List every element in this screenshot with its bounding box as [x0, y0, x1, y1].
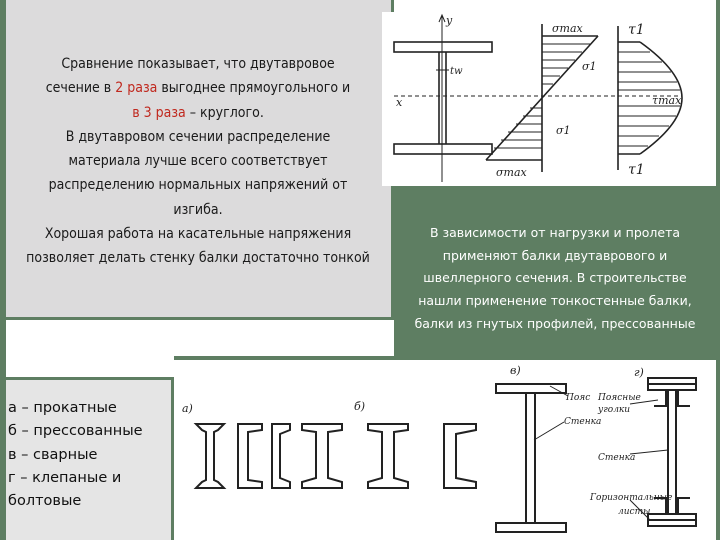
legend-item-g: г – клепаные и: [8, 469, 122, 486]
welded-bottom-flange: [496, 523, 566, 532]
text-line: балки из гнутых профилей, прессованные: [414, 315, 696, 331]
profiles-diagram-svg: [178, 360, 714, 536]
legend-item-b: б – прессованные: [8, 423, 143, 440]
text-line: нашли применение тонкостенные балки,: [418, 293, 692, 309]
pressed-ibeam-2: [368, 424, 408, 488]
text-line: изгиба.: [173, 201, 223, 218]
tau-max-label: τmax: [652, 94, 682, 107]
right-green-border: [716, 0, 720, 540]
rolled-ibeam: [196, 424, 224, 488]
tau1-top-label: τ1: [628, 22, 645, 38]
y-axis-label: y: [446, 14, 453, 27]
label-ugolki: уголки: [598, 405, 631, 415]
pressed-ibeam-1: [302, 424, 342, 488]
text-line: материала лучше всего соответствует: [68, 153, 328, 170]
text-line: применяют балки двутаврового и: [442, 247, 668, 263]
label-listy: листы: [618, 507, 651, 517]
text-line: Хорошая работа на касательные напряжения: [44, 226, 352, 243]
text-line: В двутавровом сечении распределение: [65, 128, 331, 145]
sigma1-top-label: σ1: [582, 60, 597, 73]
sigma1-bottom-label: σ1: [556, 124, 571, 137]
text-fragment: сечение в: [45, 80, 116, 97]
profiles-diagram: [178, 360, 714, 536]
text-line: швеллерного сечения. В строительстве: [423, 270, 687, 286]
text-fragment: – круглого.: [185, 104, 264, 121]
label-v: в): [510, 364, 521, 377]
info-text: [400, 222, 710, 336]
angle-left: [654, 390, 666, 406]
comparison-text: [8, 52, 388, 271]
welded-web: [526, 393, 535, 523]
label-stenka-g: Стенка: [598, 453, 636, 463]
text-line: распределению нормальных напряжений от: [48, 177, 348, 194]
text-line: В зависимости от нагрузки и пролета: [429, 225, 681, 240]
label-poyas: Пояс: [566, 393, 591, 403]
text-line: позволяет делать стенку балки достаточно тонкой: [26, 250, 370, 267]
rolled-channel: [238, 424, 262, 488]
label-stenka-v: Стенка: [564, 417, 602, 427]
sigma-max-top-label: σmax: [552, 22, 583, 35]
legend: [8, 397, 143, 513]
legend-item-g-cont: болтовые: [8, 493, 82, 510]
sigma-max-bottom-label: σmax: [496, 166, 527, 179]
label-horiz: Горизонтальные: [590, 493, 673, 503]
label-a: а): [182, 402, 193, 415]
text-line: [8, 101, 388, 125]
label-b: б): [354, 400, 366, 413]
x-axis-label: x: [396, 96, 403, 109]
tw-label: tw: [450, 66, 463, 77]
pressed-channel-1: [272, 424, 290, 488]
ibeam-top-flange: [394, 42, 492, 52]
legend-item-v: в – сварные: [8, 446, 98, 463]
angle-right: [678, 390, 690, 406]
pressed-channel-2: [444, 424, 476, 488]
highlight-3x: в 3 раза: [132, 104, 186, 121]
legend-item-a: а – прокатные: [8, 400, 117, 416]
highlight-2x: 2 раза: [115, 80, 158, 97]
ibeam-bottom-flange: [394, 144, 492, 154]
label-poyasnye: Поясные: [598, 393, 641, 403]
label-g: г): [634, 366, 644, 379]
stress-diagram-svg: [382, 12, 692, 186]
tau1-bottom-label: τ1: [628, 162, 645, 178]
text-fragment: выгоднее прямоугольного и: [157, 80, 351, 97]
stress-diagram: [382, 12, 692, 186]
text-line: Сравнение показывает, что двутавровое: [61, 56, 335, 72]
text-line: [8, 76, 388, 100]
